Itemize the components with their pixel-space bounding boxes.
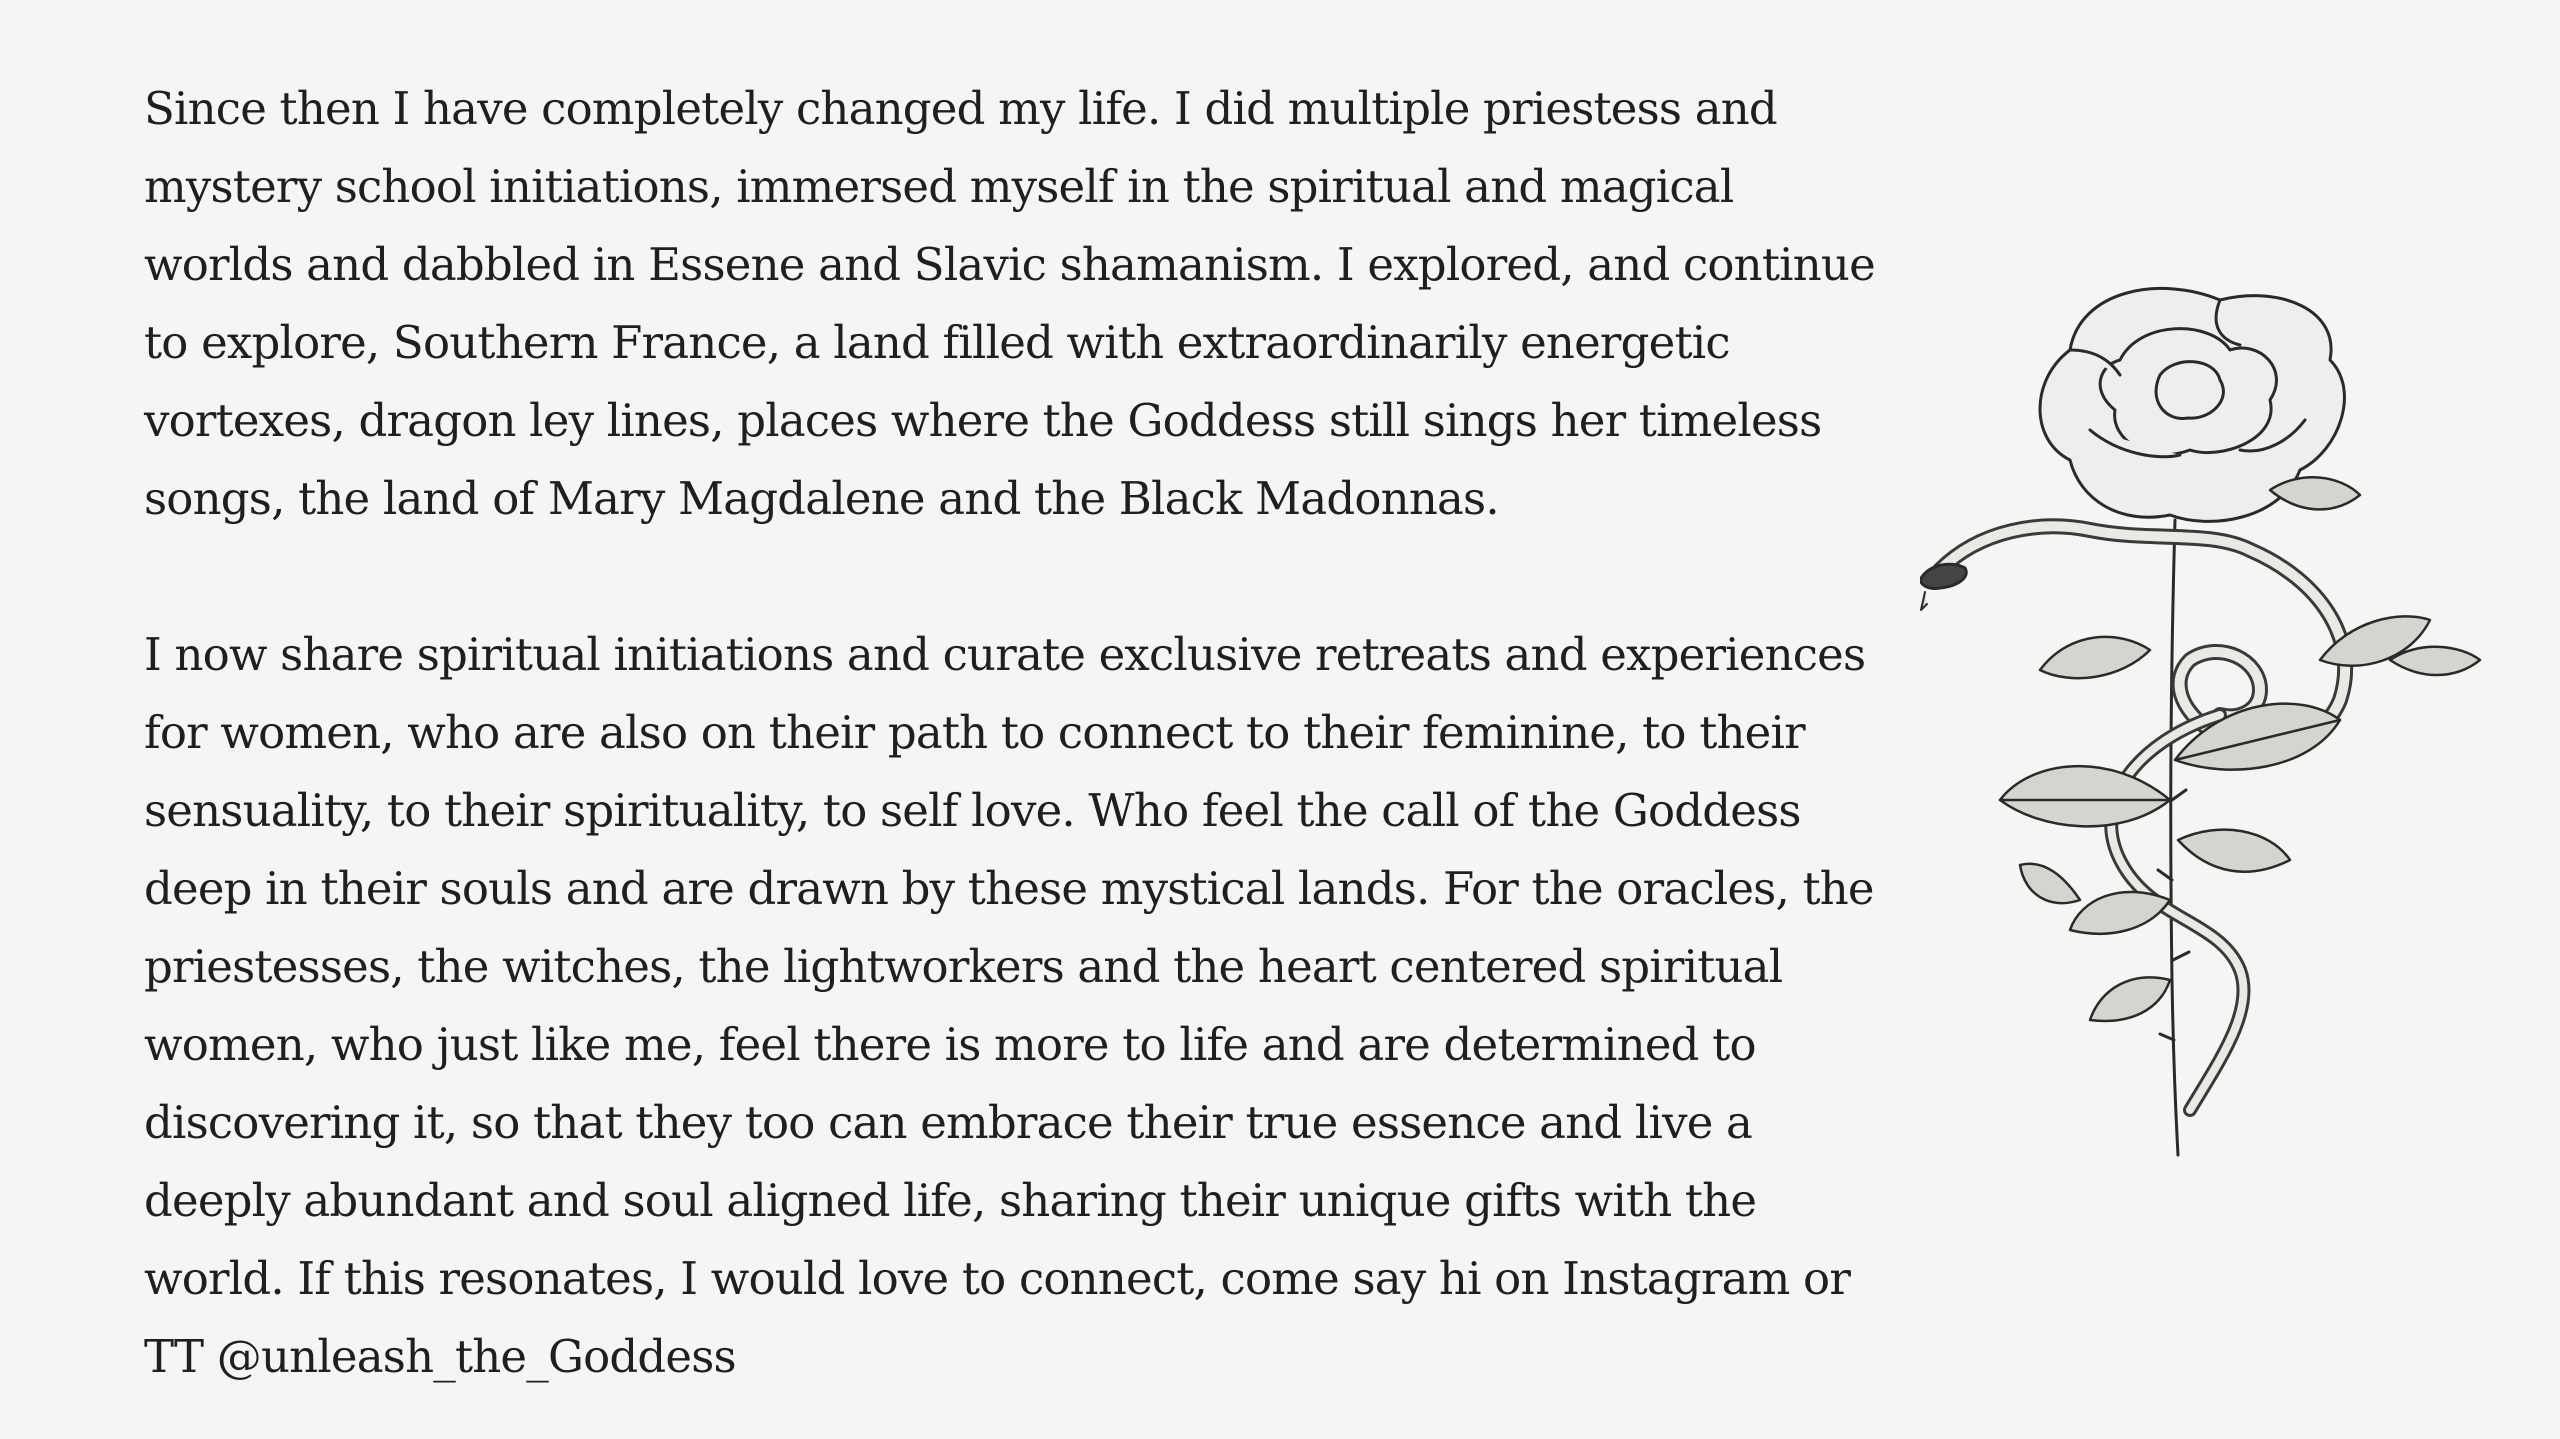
rose-stem	[2171, 520, 2178, 1155]
text-line: priestesses, the witches, the lightworkers and the heart centered spiritual	[144, 940, 1783, 993]
text-line: Since then I have completely changed my life. I did multiple priestess and	[144, 82, 1777, 135]
text-line: sensuality, to their spirituality, to self love. Who feel the call of the Goddess	[144, 784, 1801, 837]
text-line: vortexes, dragon ley lines, places where the Goddess still sings her timeless	[144, 394, 1822, 447]
text-line: world. If this resonates, I would love to connect, come say hi on Instagram or	[144, 1252, 1851, 1305]
text-line: worlds and dabbled in Essene and Slavic shamanism. I explored, and continue	[144, 238, 1875, 291]
text-line: to explore, Southern France, a land filled with extraordinarily energetic	[144, 316, 1730, 369]
text-line: I now share spiritual initiations and curate exclusive retreats and experiences	[144, 628, 1866, 681]
text-line: TT @unleash_the_Goddess	[144, 1330, 736, 1383]
body-text	[144, 70, 1875, 1396]
text-line: women, who just like me, feel there is more to life and are determined to	[144, 1018, 1756, 1071]
text-line: discovering it, so that they too can embrace their true essence and live a	[144, 1096, 1753, 1149]
text-line: deeply abundant and soul aligned life, sharing their unique gifts with the	[144, 1174, 1757, 1227]
text-line: deep in their souls and are drawn by these mystical lands. For the oracles, the	[144, 862, 1874, 915]
text-line: for women, who are also on their path to connect to their feminine, to their	[144, 706, 1805, 759]
paragraph-spacer	[144, 538, 1864, 616]
text-line: songs, the land of Mary Magdalene and the Black Madonnas.	[144, 472, 1499, 525]
text-line: mystery school initiations, immersed myself in the spiritual and magical	[144, 160, 1734, 213]
leaf-icon	[2000, 477, 2480, 1021]
rose-and-snake-illustration	[1920, 280, 2490, 1160]
paragraph-offerings	[144, 616, 1874, 1396]
paragraph-transformation	[144, 70, 1875, 538]
